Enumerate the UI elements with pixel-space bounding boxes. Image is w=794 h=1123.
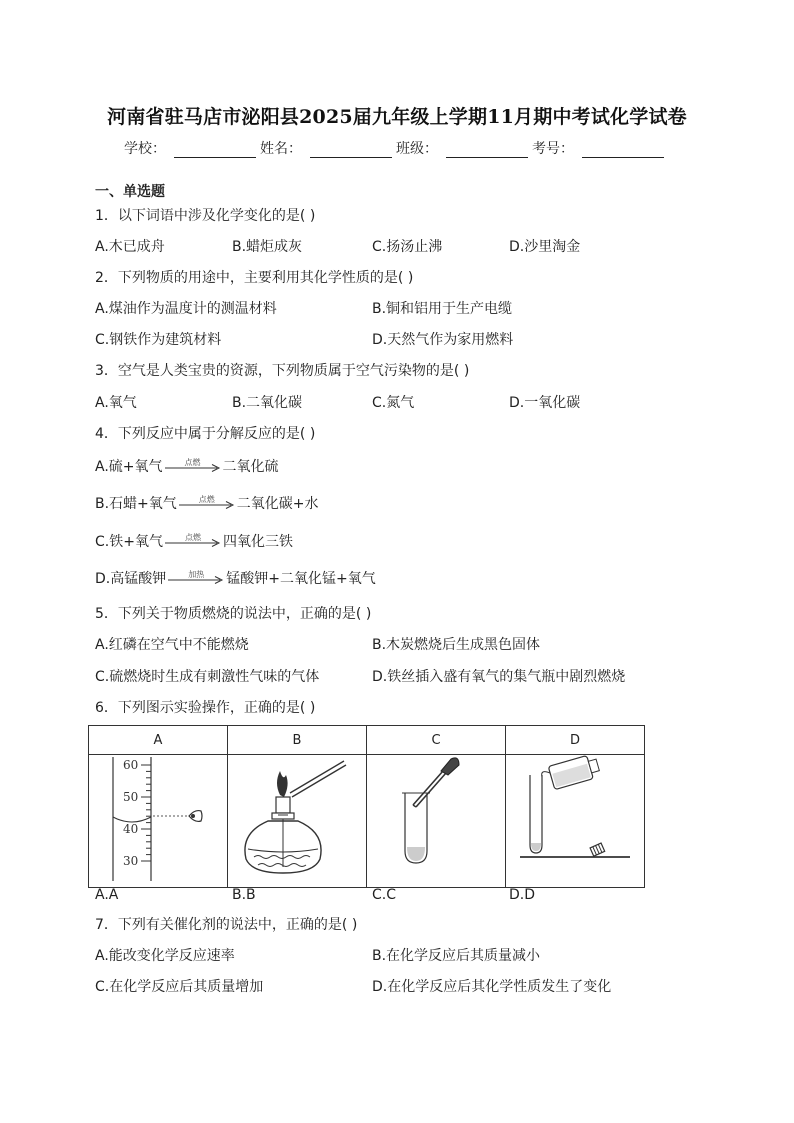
- option-d[interactable]: D.在化学反应后其化学性质发生了变化: [372, 979, 612, 995]
- column-header-a: A: [89, 726, 228, 755]
- products: 二氧化碳+水: [236, 496, 319, 512]
- option-d[interactable]: D.D: [509, 887, 536, 903]
- graduated-cylinder-reading-figure: [89, 755, 227, 883]
- question-stem: 2．下列物质的用途中，主要利用其化学性质的是( ): [95, 270, 414, 286]
- products: 锰酸钾+二氧化锰+氧气: [226, 571, 376, 587]
- student-info-row: [124, 136, 668, 158]
- question-stem: 7．下列有关催化剂的说法中，正确的是( ): [95, 917, 358, 933]
- option-b[interactable]: B.B: [232, 887, 256, 903]
- pouring-liquid-figure: [506, 755, 644, 883]
- reaction-condition: 加热: [188, 570, 205, 579]
- alcohol-lamp-figure: [228, 755, 366, 883]
- option-b[interactable]: B.在化学反应后其质量减小: [372, 948, 541, 964]
- number-label: 考号：: [532, 141, 574, 157]
- column-header-b: B: [228, 726, 367, 755]
- reaction-option-a[interactable]: [95, 458, 279, 476]
- exam-title: 河南省驻马店市泌阳县2025届九年级上学期11月期中考试化学试卷: [107, 106, 687, 128]
- cylinder-tick-label: 50: [123, 790, 139, 804]
- option-a[interactable]: A.煤油作为温度计的测温材料: [95, 301, 277, 317]
- figure-d-cell: [506, 755, 645, 888]
- question-stem: 4．下列反应中属于分解反应的是( ): [95, 426, 316, 442]
- products: 四氧化三铁: [222, 534, 293, 550]
- school-label: 学校：: [124, 141, 166, 157]
- option-b[interactable]: B.二氧化碳: [232, 395, 303, 411]
- cylinder-tick-label: 40: [123, 822, 139, 836]
- eye-icon: [189, 811, 202, 822]
- question-stem: 6．下列图示实验操作，正确的是( ): [95, 700, 316, 716]
- option-d[interactable]: D.铁丝插入盛有氧气的集气瓶中剧烈燃烧: [372, 669, 626, 685]
- class-label: 班级：: [396, 141, 438, 157]
- option-b[interactable]: B.木炭燃烧后生成黑色固体: [372, 637, 541, 653]
- reactants: C.铁+氧气: [95, 534, 163, 550]
- option-a[interactable]: A.A: [95, 887, 119, 903]
- reaction-condition: 点燃: [184, 458, 201, 467]
- option-c[interactable]: C.硫燃烧时生成有刺激性气味的气体: [95, 669, 320, 685]
- option-a[interactable]: A.木已成舟: [95, 239, 165, 255]
- name-blank[interactable]: [310, 141, 392, 158]
- number-blank[interactable]: [582, 141, 664, 158]
- section-title: 一、单选题: [95, 184, 165, 200]
- question-stem: 1．以下词语中涉及化学变化的是( ): [95, 208, 316, 224]
- reactants: B.石蜡+氧气: [95, 496, 177, 512]
- option-a[interactable]: A.能改变化学反应速率: [95, 948, 235, 964]
- question-stem: 5．下列关于物质燃烧的说法中，正确的是( ): [95, 606, 372, 622]
- reaction-arrow: [167, 572, 225, 586]
- name-label: 姓名：: [260, 141, 302, 157]
- figure-a-cell: [89, 755, 228, 888]
- class-blank[interactable]: [446, 141, 528, 158]
- option-c[interactable]: C.钢铁作为建筑材料: [95, 332, 222, 348]
- reactants: A.硫+氧气: [95, 459, 163, 475]
- reaction-condition: 点燃: [198, 495, 215, 504]
- option-a[interactable]: A.红磷在空气中不能燃烧: [95, 637, 249, 653]
- option-c[interactable]: C.C: [372, 887, 397, 903]
- experiment-figure-table: [88, 725, 645, 888]
- cylinder-tick-label: 30: [123, 854, 139, 868]
- reactants: D.高锰酸钾: [95, 571, 167, 587]
- column-header-c: C: [367, 726, 506, 755]
- reaction-option-d[interactable]: [95, 570, 376, 588]
- option-d[interactable]: D.一氧化碳: [509, 395, 581, 411]
- dropper-test-tube-figure: [367, 755, 505, 883]
- question-stem: 3．空气是人类宝贵的资源，下列物质属于空气污染物的是( ): [95, 363, 470, 379]
- cylinder-tick-label: 60: [123, 758, 139, 772]
- school-blank[interactable]: [174, 141, 256, 158]
- column-header-d: D: [506, 726, 645, 755]
- option-b[interactable]: B.铜和铝用于生产电缆: [372, 301, 513, 317]
- reaction-condition: 点燃: [184, 533, 201, 542]
- reaction-arrow: [164, 460, 222, 474]
- option-c[interactable]: C.在化学反应后其质量增加: [95, 979, 264, 995]
- figure-b-cell: [228, 755, 367, 888]
- products: 二氧化硫: [222, 459, 279, 475]
- option-a[interactable]: A.氧气: [95, 395, 137, 411]
- option-d[interactable]: D.天然气作为家用燃料: [372, 332, 514, 348]
- reaction-option-b[interactable]: [95, 495, 319, 513]
- reaction-option-c[interactable]: [95, 533, 293, 551]
- option-d[interactable]: D.沙里淘金: [509, 239, 581, 255]
- figure-c-cell: [367, 755, 506, 888]
- reaction-arrow: [164, 535, 222, 549]
- reaction-arrow: [178, 497, 236, 511]
- option-c[interactable]: C.扬汤止沸: [372, 239, 443, 255]
- option-c[interactable]: C.氮气: [372, 395, 415, 411]
- option-b[interactable]: B.蜡炬成灰: [232, 239, 303, 255]
